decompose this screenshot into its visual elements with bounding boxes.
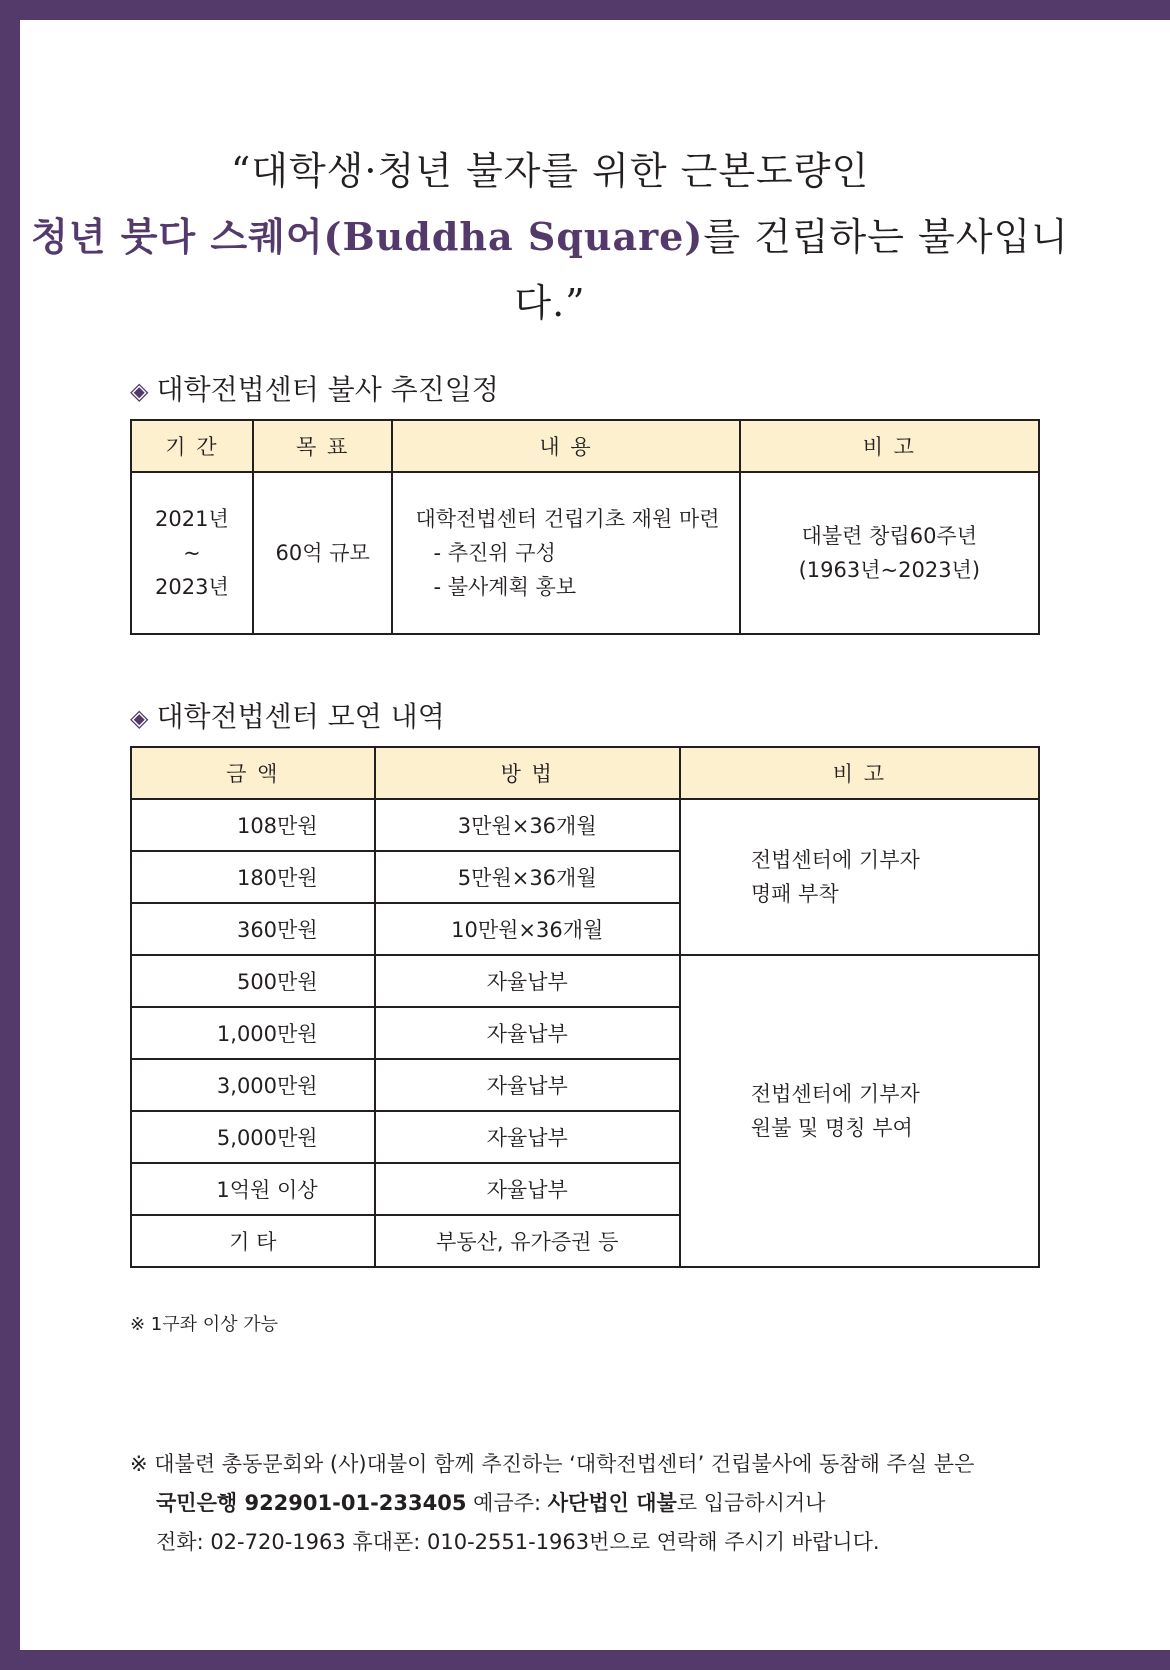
headline-line-2 <box>20 204 1080 336</box>
donation-amount: 180만원 <box>131 851 375 903</box>
schedule-header-goal: 목 표 <box>253 420 393 472</box>
bank-account: 국민은행 922901-01-233405 <box>156 1491 467 1515</box>
donation-amount: 기 타 <box>131 1215 375 1267</box>
donation-method: 5만원×36개월 <box>375 851 680 903</box>
schedule-header-row <box>131 420 1039 472</box>
donation-amount: 500만원 <box>131 955 375 1007</box>
contact-line-1: ※ 대불련 총동문회와 (사)대불이 함께 추진하는 ‘대학전법센터’ 건립불사에 동참해 주실 분은 <box>130 1452 975 1476</box>
schedule-header-content: 내 용 <box>392 420 739 472</box>
donation-amount: 5,000만원 <box>131 1111 375 1163</box>
schedule-goal: 60억 규모 <box>253 472 393 634</box>
schedule-table <box>130 419 1040 635</box>
headline-accent: 청년 붓다 스퀘어(Buddha Square) <box>31 214 704 259</box>
donation-amount: 1,000만원 <box>131 1007 375 1059</box>
donation-amount: 108만원 <box>131 799 375 851</box>
donation-method: 자율납부 <box>375 1007 680 1059</box>
table-row <box>131 955 1039 1007</box>
contact-line-3: 전화: 02-720-1963 휴대폰: 010-2551-1963번으로 연락해 주시기 바랍니다. <box>156 1530 880 1554</box>
headline-line-1: “대학생·청년 불자를 위한 근본도량인 <box>230 149 870 193</box>
schedule-period: 2021년 ~ 2023년 <box>131 472 253 634</box>
diamond-bullet-icon: ◈ <box>130 377 149 405</box>
headline-rest: 를 건립하는 불사입니다.” <box>514 215 1069 325</box>
donation-header-note: 비 고 <box>680 747 1039 799</box>
donation-amount: 1억원 이상 <box>131 1163 375 1215</box>
donation-note-nameplate: 전법센터에 기부자 명패 부착 <box>680 799 1039 955</box>
donation-amount: 3,000만원 <box>131 1059 375 1111</box>
donation-header-method: 방 법 <box>375 747 680 799</box>
schedule-header-period: 기 간 <box>131 420 253 472</box>
donation-method: 부동산, 유가증권 등 <box>375 1215 680 1267</box>
table-row <box>131 799 1039 851</box>
headline <box>20 138 1080 336</box>
donation-method: 자율납부 <box>375 1163 680 1215</box>
donation-header-row <box>131 747 1039 799</box>
schedule-content: 대학전법센터 건립기초 재원 마련 - 추진위 구성 - 불사계획 홍보 <box>392 472 739 634</box>
donation-method: 3만원×36개월 <box>375 799 680 851</box>
schedule-note: 대불련 창립60주년 (1963년~2023년) <box>740 472 1039 634</box>
donation-amount: 360만원 <box>131 903 375 955</box>
donation-method: 자율납부 <box>375 1111 680 1163</box>
donation-section-title: ◈ 대학전법센터 모연 내역 <box>130 700 445 733</box>
account-holder: 사단법인 대불 <box>547 1491 677 1515</box>
schedule-section-title: ◈ 대학전법센터 불사 추진일정 <box>130 373 499 406</box>
contact-info <box>130 1445 974 1562</box>
donation-note-buddha-statue: 전법센터에 기부자 원불 및 명칭 부여 <box>680 955 1039 1267</box>
contact-line-2: 국민은행 922901-01-233405 예금주: 사단법인 대불로 입금하시거나 <box>156 1491 826 1515</box>
donation-method: 자율납부 <box>375 1059 680 1111</box>
schedule-header-note: 비 고 <box>740 420 1039 472</box>
diamond-bullet-icon: ◈ <box>130 704 149 732</box>
page <box>20 20 1170 1650</box>
donation-table <box>130 746 1040 1268</box>
donation-method: 자율납부 <box>375 955 680 1007</box>
donation-method: 10만원×36개월 <box>375 903 680 955</box>
donation-header-amount: 금 액 <box>131 747 375 799</box>
donation-footnote: ※ 1구좌 이상 가능 <box>130 1314 279 1335</box>
schedule-row <box>131 472 1039 634</box>
